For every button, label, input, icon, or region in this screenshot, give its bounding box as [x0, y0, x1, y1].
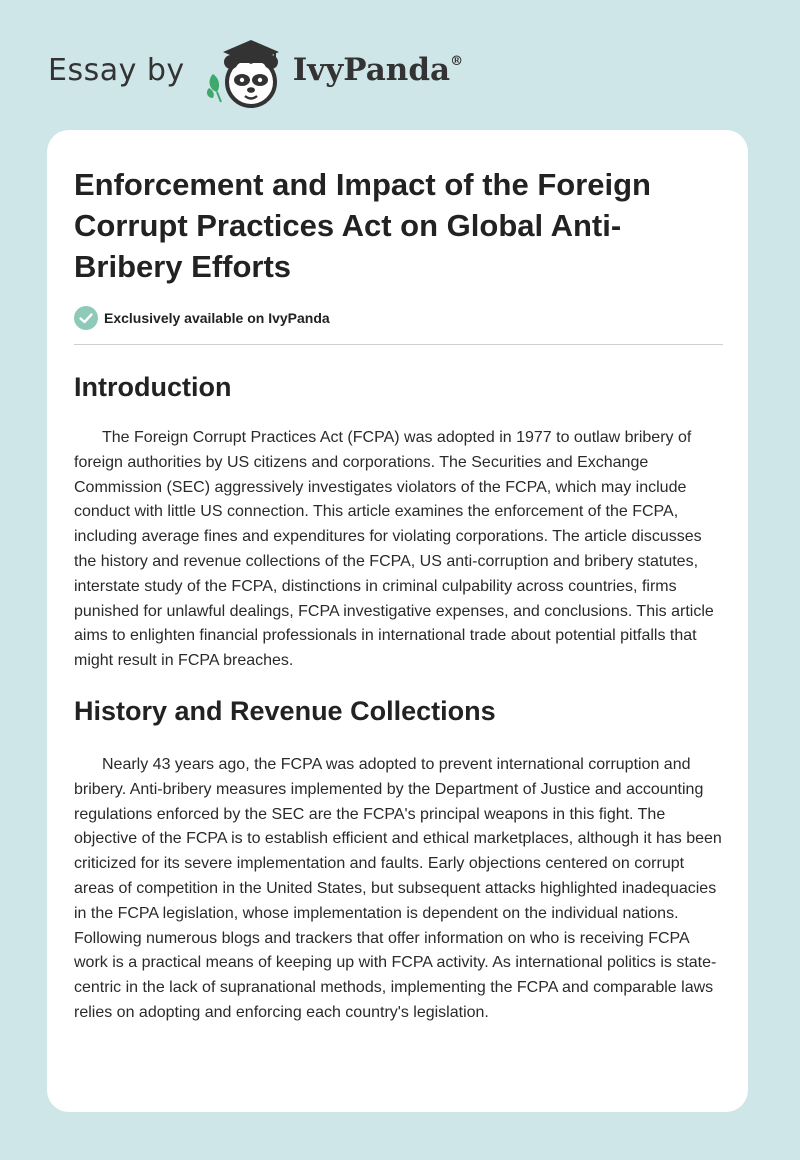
divider: [74, 344, 723, 345]
ivy-leaf-icon: [207, 74, 221, 102]
section-introduction: [74, 370, 723, 674]
brand-prefix: Essay by: [48, 52, 185, 88]
page-title: Enforcement and Impact of the Foreign Corrupt Practices Act on Global Anti-Bribery Efforts: [74, 167, 651, 284]
section-paragraph: The Foreign Corrupt Practices Act (FCPA) was adopted in 1977 to outlaw bribery of foreign authorities by US citizens and corporations. The Securities and Exchange Commission (SEC) aggressively investigates violators of the FCPA, which may include conduct with little US connection. This article examines the enforcement of the FCPA, including average fines and expenditures for violating corporations. The article discusses the history and revenue collections of the FCPA, US anti-corruption and bribery statutes, interstate study of the FCPA, distinctions in criminal culpability across countries, firms punished for unlawful dealings, FCPA investigative expenses, and conclusions. This article aims to enlighten financial professionals in international trade about potential pitfalls that might result in FCPA breaches.: [74, 429, 714, 670]
section-paragraph: Nearly 43 years ago, the FCPA was adopted to prevent international corruption and bribery. Anti-bribery measures implemented by the Department of Justice and accounting regulations enforced by the SEC are the FCPA's principal weapons in this fight. The objective of the FCPA is to establish efficient and ethical marketplaces, although it has been criticized for its severe implementation and faults. Early objections centered on corrupt areas of competition in the United States, but subsequent attacks highlighted inadequacies in the FCPA legislation, whose implementation is dependent on the individual nations. Following numerous blogs and trackers that offer information on who is receiving FCPA work is a practical means of keeping up with FCPA activity. As international politics is state-centric in the lack of supranational methods, implementing the FCPA and comparable laws relies on adopting and enforcing each country's legislation.: [74, 755, 722, 1021]
check-circle-icon: [74, 306, 98, 330]
exclusive-badge-label: Exclusively available on IvyPanda: [104, 310, 330, 326]
brand-header[interactable]: [48, 30, 463, 110]
essay-card: [47, 130, 748, 1112]
section-heading: History and Revenue Collections: [74, 695, 496, 726]
registered-mark: ®: [450, 54, 464, 69]
section-history-revenue: [74, 694, 723, 1026]
section-heading: Introduction: [74, 372, 232, 402]
brand-name: IvyPanda®: [292, 52, 464, 88]
panda-graduate-icon: [203, 30, 289, 110]
exclusive-badge: [74, 306, 723, 330]
